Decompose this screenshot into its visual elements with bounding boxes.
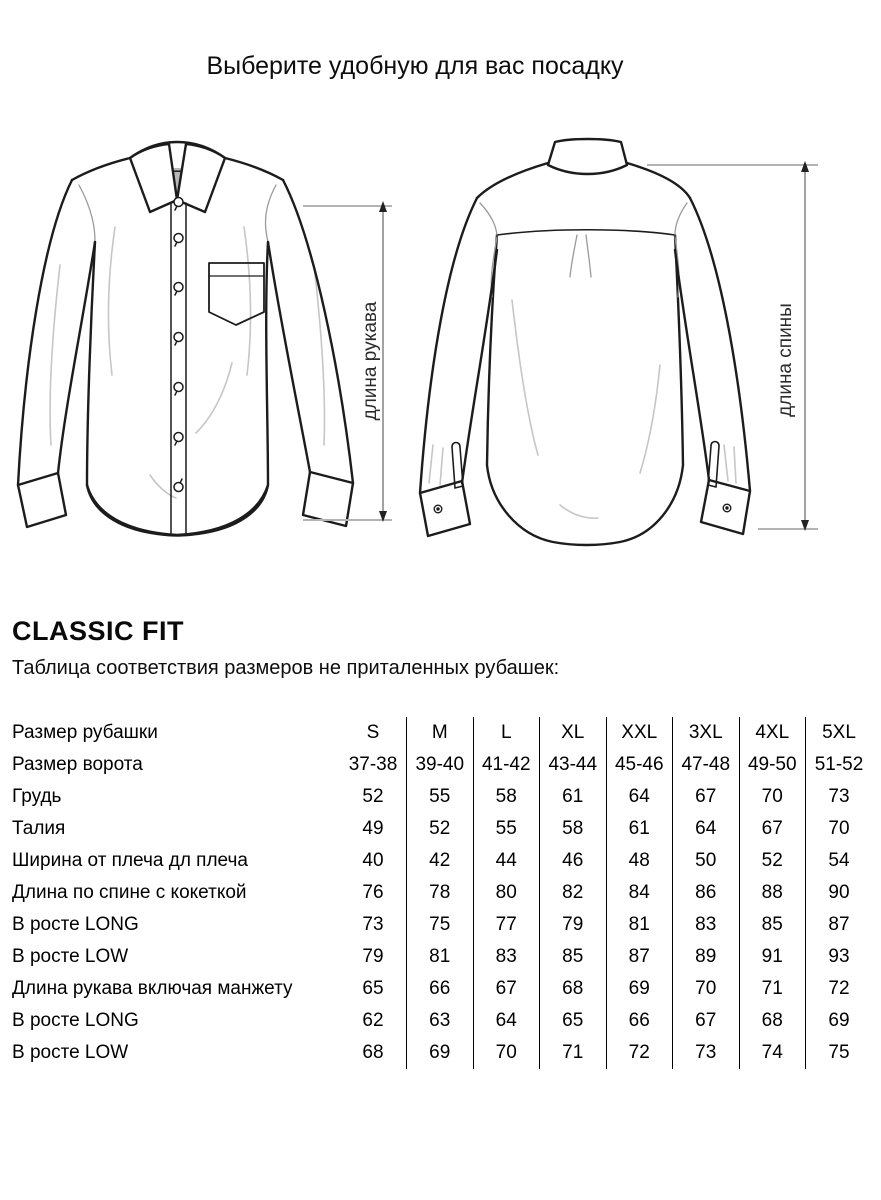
value-cell: 64: [606, 781, 673, 813]
value-cell: 50: [673, 845, 740, 877]
yoke-pleats: [570, 235, 591, 277]
front-body: [72, 158, 283, 536]
value-cell: 41-42: [473, 749, 540, 781]
back-armhole-seams: [480, 203, 687, 297]
value-cell: 83: [673, 909, 740, 941]
back-collar-stand: [548, 139, 627, 174]
size-header-cell: M: [407, 717, 474, 749]
table-row: [12, 781, 872, 813]
value-cell: 49-50: [739, 749, 806, 781]
page-title: Выберите удобную для вас посадку: [206, 52, 624, 80]
value-cell: 75: [806, 1037, 873, 1069]
row-label-cell: В росте LOW: [12, 1042, 129, 1063]
size-header-cell: S: [366, 722, 380, 743]
value-cell: 48: [606, 845, 673, 877]
value-cell: 86: [673, 877, 740, 909]
front-shirt: [18, 142, 353, 536]
fit-heading: CLASSIC FIT: [12, 616, 184, 646]
row-label-cell: В росте LOW: [12, 946, 129, 967]
row-label-cell: Грудь: [12, 786, 62, 807]
value-cell: 43-44: [540, 749, 607, 781]
value-cell: 90: [806, 877, 873, 909]
value-cell: 69: [606, 973, 673, 1005]
value-cell: 82: [540, 877, 607, 909]
button: [174, 234, 183, 247]
collar-right-leaf: [177, 144, 225, 212]
value-cell: 58: [473, 781, 540, 813]
table-row: [12, 1037, 872, 1069]
back-left-cuff: [420, 481, 470, 536]
table-row: [12, 941, 872, 973]
back-shirt: [420, 139, 750, 545]
value-cell: 69: [806, 1005, 873, 1037]
value-cell: 42: [407, 845, 474, 877]
size-header-cell: XXL: [606, 717, 673, 749]
value-cell: 66: [407, 973, 474, 1005]
value-cell: 52: [739, 845, 806, 877]
button: [174, 383, 183, 396]
value-cell: 81: [606, 909, 673, 941]
value-cell: 55: [473, 813, 540, 845]
value-cell: 80: [473, 877, 540, 909]
back-length-label: длина спины: [775, 303, 796, 417]
row-label-cell: Размер рубашки: [12, 722, 158, 743]
value-cell: 51-52: [806, 749, 873, 781]
value-cell: 70: [673, 973, 740, 1005]
front-left-cuff: [18, 473, 66, 527]
value-cell: 79: [540, 909, 607, 941]
value-cell: 64: [473, 1005, 540, 1037]
value-cell: 52: [407, 813, 474, 845]
table-row: [12, 909, 872, 941]
back-crease-lines: [429, 300, 736, 518]
value-cell: 68: [540, 973, 607, 1005]
value-cell: 85: [739, 909, 806, 941]
size-header-cell: XL: [540, 717, 607, 749]
back-left-sleeve: [420, 198, 497, 536]
value-cell: 68: [362, 1042, 384, 1063]
value-cell: 65: [540, 1005, 607, 1037]
value-cell: 46: [540, 845, 607, 877]
chest-pocket: [209, 263, 264, 325]
value-cell: 61: [540, 781, 607, 813]
front-left-sleeve: [18, 180, 95, 527]
value-cell: 75: [407, 909, 474, 941]
value-cell: 91: [739, 941, 806, 973]
value-cell: 49: [362, 818, 384, 839]
value-cell: 67: [673, 1005, 740, 1037]
value-cell: 87: [806, 909, 873, 941]
value-cell: 58: [540, 813, 607, 845]
value-cell: 73: [806, 781, 873, 813]
table-row: [12, 1005, 872, 1037]
value-cell: 37-38: [348, 754, 398, 775]
value-cell: 85: [540, 941, 607, 973]
table-row: [12, 749, 872, 781]
row-label-cell: Ширина от плеча дл плеча: [12, 850, 248, 871]
back-body: [487, 235, 683, 545]
row-label-cell: Длина по спине с кокеткой: [12, 882, 247, 903]
value-cell: 76: [362, 882, 384, 903]
row-label-cell: В росте LONG: [12, 914, 139, 935]
value-cell: 83: [473, 941, 540, 973]
value-cell: 87: [606, 941, 673, 973]
table-caption: Таблица соответствия размеров не приталенных рубашек:: [12, 657, 560, 679]
value-cell: 71: [540, 1037, 607, 1069]
value-cell: 81: [407, 941, 474, 973]
value-cell: 73: [362, 914, 384, 935]
value-cell: 45-46: [606, 749, 673, 781]
value-cell: 61: [606, 813, 673, 845]
collar-left-leaf: [130, 144, 177, 212]
value-cell: 72: [806, 973, 873, 1005]
value-cell: 70: [806, 813, 873, 845]
value-cell: 68: [739, 1005, 806, 1037]
value-cell: 78: [407, 877, 474, 909]
value-cell: 79: [362, 946, 384, 967]
value-cell: 67: [673, 781, 740, 813]
value-cell: 55: [407, 781, 474, 813]
value-cell: 70: [473, 1037, 540, 1069]
value-cell: 67: [739, 813, 806, 845]
row-label-cell: В росте LONG: [12, 1010, 139, 1031]
front-hem: [87, 485, 268, 535]
value-cell: 40: [362, 850, 384, 871]
size-header-cell: L: [473, 717, 540, 749]
row-label-cell: Талия: [12, 818, 66, 839]
size-table: [12, 717, 872, 1069]
shirt-technical-drawing: [0, 115, 881, 570]
arrowhead-up: [801, 161, 809, 172]
front-right-sleeve: [268, 180, 353, 526]
value-cell: 84: [606, 877, 673, 909]
table-row: [12, 973, 872, 1005]
value-cell: 71: [739, 973, 806, 1005]
value-cell: 67: [473, 973, 540, 1005]
value-cell: 62: [362, 1010, 384, 1031]
value-cell: 88: [739, 877, 806, 909]
value-cell: 72: [606, 1037, 673, 1069]
value-cell: 93: [806, 941, 873, 973]
size-header-cell: 4XL: [739, 717, 806, 749]
value-cell: 52: [362, 786, 384, 807]
back-right-sleeve: [675, 198, 750, 534]
value-cell: 47-48: [673, 749, 740, 781]
table-row: [12, 717, 872, 749]
button: [174, 479, 183, 492]
value-cell: 63: [407, 1005, 474, 1037]
button: [174, 283, 183, 296]
value-cell: 54: [806, 845, 873, 877]
front-right-cuff: [303, 472, 353, 526]
value-cell: 77: [473, 909, 540, 941]
size-table-body: [12, 717, 872, 1069]
shirt-diagrams: [0, 115, 881, 570]
value-cell: 64: [673, 813, 740, 845]
value-cell: 70: [739, 781, 806, 813]
button: [174, 433, 183, 446]
size-header-cell: 3XL: [673, 717, 740, 749]
value-cell: 89: [673, 941, 740, 973]
value-cell: 65: [362, 978, 384, 999]
button: [174, 333, 183, 346]
value-cell: 73: [673, 1037, 740, 1069]
yoke-seam: [497, 230, 675, 235]
table-row: [12, 813, 872, 845]
size-header-cell: 5XL: [806, 717, 873, 749]
buttons: [174, 198, 183, 492]
value-cell: 69: [407, 1037, 474, 1069]
value-cell: 66: [606, 1005, 673, 1037]
back-left-cuff-button: [434, 505, 442, 513]
sleeve-length-label: длина рукава: [360, 301, 381, 421]
value-cell: 39-40: [407, 749, 474, 781]
button: [174, 198, 183, 211]
value-cell: 74: [739, 1037, 806, 1069]
table-row: [12, 877, 872, 909]
back-right-cuff-button: [723, 504, 731, 512]
row-label-cell: Размер ворота: [12, 754, 143, 775]
value-cell: 44: [473, 845, 540, 877]
table-row: [12, 845, 872, 877]
row-label-cell: Длина рукава включая манжету: [12, 978, 293, 999]
